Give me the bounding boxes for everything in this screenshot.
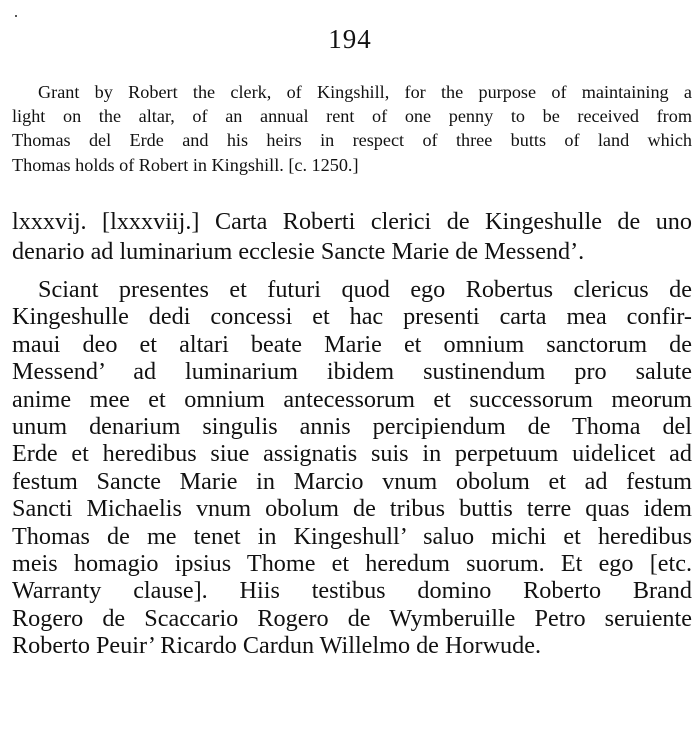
body-line: festum Sancte Marie in Marcio vnum obolum et ad festum	[12, 467, 692, 495]
page-speck	[15, 15, 17, 17]
heading-line: lxxxvij. [lxxxviij.] Carta Roberti clerici de Kingeshulle de uno	[12, 208, 692, 235]
charter-heading	[12, 207, 692, 267]
body-line: Warranty clause]. Hiis testibus domino Roberto Brand	[12, 577, 692, 605]
document-number: 194	[328, 24, 372, 54]
body-line: maui deo et altari beate Marie et omnium sanctorum de	[12, 330, 692, 358]
body-line: meis homagio ipsius Thome et heredum suorum. Et ego [etc.	[12, 550, 692, 578]
summary-paragraph	[12, 80, 692, 177]
body-line: Messend’ ad luminarium ibidem sustinendum pro salute	[12, 358, 692, 386]
body-line: Roberto Peuir’ Ricardo Cardun Willelmo de Horwude.	[12, 632, 542, 660]
body-line: Thomas de me tenet in Kingeshull’ saluo michi et heredibus	[12, 522, 692, 550]
body-line: unum denarium singulis annis percipiendum de Thoma del	[12, 413, 692, 441]
body-line: Sciant presentes et futuri quod ego Robertus clericus de	[38, 276, 692, 303]
body-line: Rogero de Scaccario Rogero de Wymberuille Petro seruiente	[12, 604, 692, 632]
summary-line: Thomas del Erde and his heirs in respect of three butts of land which	[12, 130, 692, 151]
body-line: Kingeshulle dedi concessi et hac presenti carta mea confir-	[12, 303, 692, 331]
charter-body	[12, 276, 692, 660]
body-line: anime mee et omnium antecessorum et successorum meorum	[12, 385, 692, 413]
body-line: Sancti Michaelis vnum obolum de tribus buttis terre quas idem	[12, 495, 692, 523]
summary-line: Grant by Robert the clerk, of Kingshill, for the purpose of maintaining a	[38, 82, 692, 102]
summary-line: Thomas holds of Robert in Kingshill. [c. 1250.]	[12, 154, 359, 175]
heading-line: denario ad luminarium ecclesie Sancte Marie de Messend’.	[12, 238, 585, 265]
body-line: Erde et heredibus siue assignatis suis in perpetuum uidelicet ad	[12, 440, 692, 468]
summary-line: light on the altar, of an annual rent of one penny to be received from	[12, 106, 692, 127]
